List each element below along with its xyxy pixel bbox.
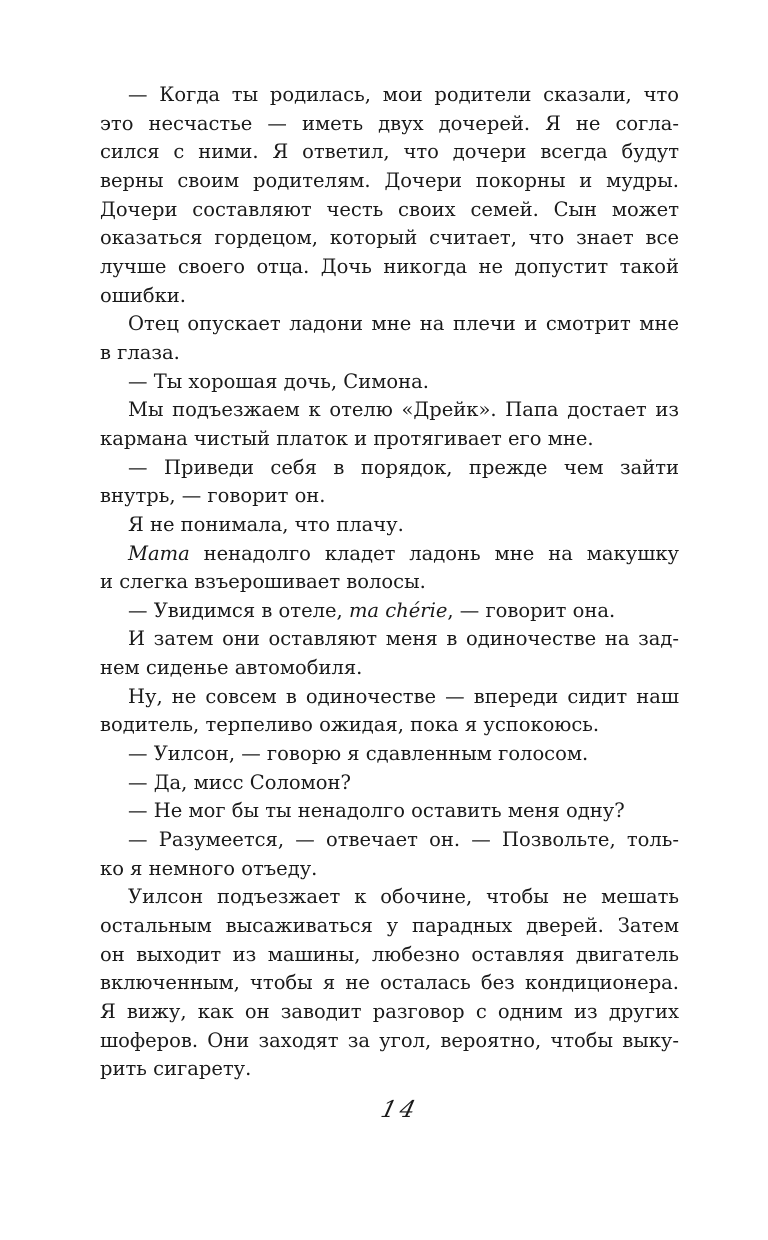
text-line: нем сиденье автомобиля.: [100, 656, 363, 680]
text-line: — Приведи себя в порядок, прежде чем зайти: [128, 455, 679, 479]
text-line: — Увидимся в отеле, ma chérie, — говорит она.: [128, 598, 616, 622]
text-line: лучше своего отца. Дочь никогда не допустит такой: [100, 254, 679, 278]
text-line: и слегка взъерошивает волосы.: [100, 570, 426, 594]
paragraph: [100, 310, 679, 367]
text-line: верны своим родителям. Дочери покорны и мудры.: [100, 168, 679, 192]
text-line: Мы подъезжаем к отелю «Дрейк». Папа достает из: [128, 398, 679, 422]
text-line: Я вижу, как он заводит разговор с одним из других: [100, 1000, 679, 1023]
paragraph: [100, 883, 679, 1084]
paragraph: [100, 625, 679, 682]
page-number: 14: [378, 1097, 422, 1123]
paragraph: [100, 396, 679, 453]
text-line: ко я немного отъеду.: [100, 856, 318, 880]
text-line: включенным, чтобы я не осталась без кондиционера.: [100, 971, 679, 995]
text-line: Уилсон подъезжает к обочине, чтобы не мешать: [128, 885, 679, 909]
paragraph: [100, 511, 679, 540]
paragraph: [100, 368, 679, 397]
paragraph: [100, 683, 679, 740]
text-line: — Когда ты родилась, мои родители сказали, что: [128, 83, 679, 106]
text-line: Дочери составляют честь своих семей. Сын может: [100, 197, 679, 221]
text-line: он выходит из машины, любезно оставляя двигатель: [100, 942, 679, 966]
text-line: в глаза.: [100, 340, 180, 364]
text-line: шоферов. Они заходят за угол, вероятно, чтобы выку-: [100, 1028, 679, 1052]
text-line: остальным высаживаться у парадных дверей. Затем: [100, 914, 679, 938]
text-line: ошибки.: [100, 283, 186, 307]
text-line: это несчастье — иметь двух дочерей. Я не согла-: [100, 111, 679, 135]
page-text: [100, 81, 679, 1084]
text-line: внутрь, — говорит он.: [100, 484, 326, 508]
text-line: — Ты хорошая дочь, Симона.: [128, 369, 429, 393]
paragraph: [100, 740, 679, 769]
text-line: — Да, мисс Соломон?: [128, 770, 351, 794]
text-line: Я не понимала, что плачу.: [128, 512, 404, 536]
paragraph: [100, 769, 679, 798]
paragraph: [100, 826, 679, 883]
text-line: Ну, не совсем в одиночестве — впереди сидит наш: [128, 684, 679, 708]
paragraph: [100, 81, 679, 310]
text-line: И затем они оставляют меня в одиночестве на зад-: [128, 627, 679, 651]
text-line: Отец опускает ладони мне на плечи и смотрит мне: [128, 312, 679, 336]
text-line: кармана чистый платок и протягивает его мне.: [100, 426, 594, 450]
text-line: водитель, терпеливо ожидая, пока я успокоюсь.: [100, 713, 600, 737]
text-line: рить сигарету.: [100, 1057, 252, 1081]
text-line: — Разумеется, — отвечает он. — Позвольте, толь-: [128, 828, 679, 852]
text-line: — Не мог бы ты ненадолго оставить меня одну?: [128, 799, 625, 823]
text-line: оказаться гордецом, который считает, что знает все: [100, 226, 679, 250]
text-line: сился с ними. Я ответил, что дочери всегда будут: [100, 140, 679, 164]
text-line: — Уилсон, — говорю я сдавленным голосом.: [128, 742, 589, 766]
text-line: Mama ненадолго кладет ладонь мне на макушку: [128, 541, 679, 565]
paragraph: [100, 454, 679, 511]
paragraph: [100, 540, 679, 597]
paragraph: [100, 597, 679, 626]
paragraph: [100, 797, 679, 826]
